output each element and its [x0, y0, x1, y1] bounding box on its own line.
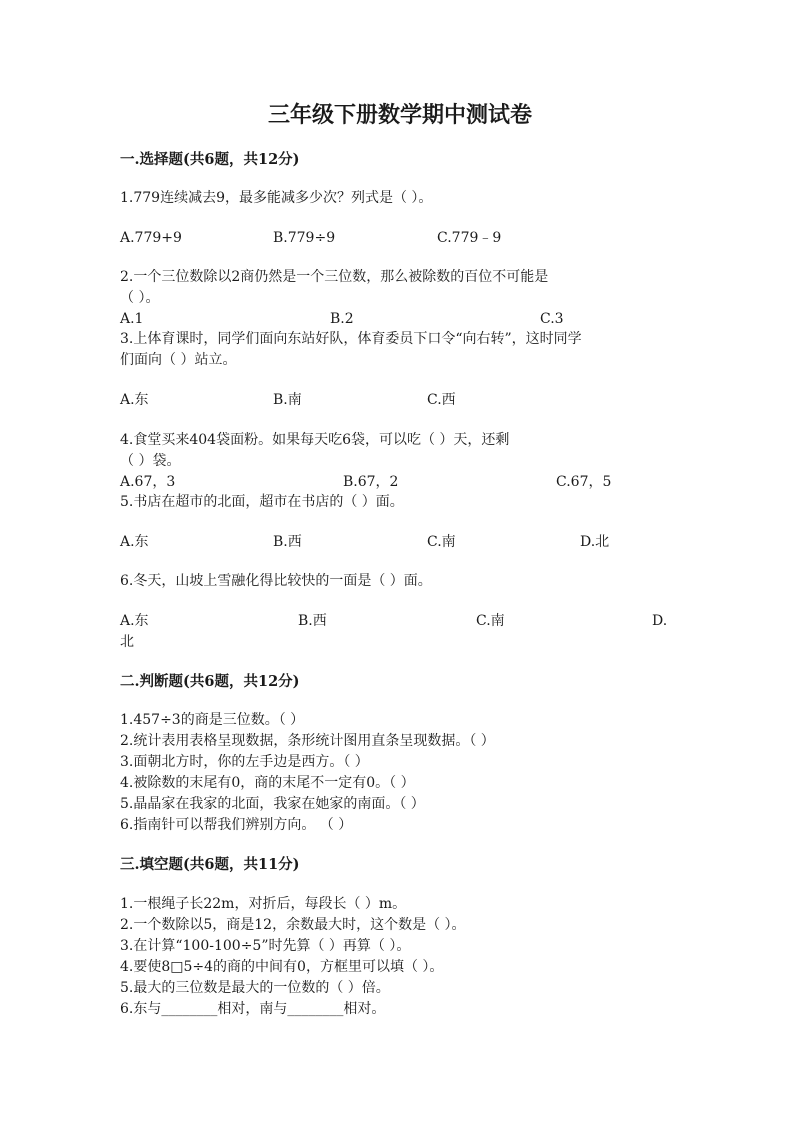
- judgement-item-4: 4.被除数的末尾有0，商的末尾不一定有0。（ ）: [120, 775, 415, 791]
- question-2-option-b: B.2: [330, 311, 354, 327]
- fill-item-1: 1.一根绳子长22m，对折后，每段长（ ）m。: [120, 896, 407, 912]
- question-6-option-d-wrap: 北: [120, 634, 134, 650]
- judgement-item-5: 5.晶晶家在我家的北面，我家在她家的南面。（ ）: [120, 796, 425, 812]
- question-3-option-c: C.西: [427, 392, 456, 408]
- question-4-option-a: A.67，3: [120, 474, 176, 490]
- question-1-text: 1.779连续减去9，最多能减多少次？列式是（ ）。: [120, 190, 433, 206]
- question-5-option-c: C.南: [427, 534, 456, 550]
- question-3-text-line1: 3.上体育课时，同学们面向东站好队，体育委员下口令“向右转”，这时同学: [120, 331, 582, 347]
- question-6-text: 6.冬天，山坡上雪融化得比较快的一面是（ ）面。: [120, 573, 432, 589]
- question-5-text: 5.书店在超市的北面，超市在书店的（ ）面。: [120, 494, 404, 510]
- judgement-item-3: 3.面朝北方时，你的左手边是西方。（ ）: [120, 754, 369, 770]
- question-1-option-a: A.779+9: [120, 230, 182, 246]
- section-heading-fill: 三.填空题(共6题，共11分): [120, 856, 300, 873]
- question-5-option-b: B.西: [273, 534, 302, 550]
- judgement-item-6: 6.指南针可以帮我们辨别方向。 （ ）: [120, 817, 353, 833]
- question-3-option-a: A.东: [120, 392, 149, 408]
- fill-item-4: 4.要使8□5÷4的商的中间有0，方框里可以填（ ）。: [120, 959, 444, 975]
- question-2-text-line2: （ ）。: [120, 290, 160, 306]
- question-4-text-line1: 4.食堂买来404袋面粉。如果每天吃6袋，可以吃（ ）天，还剩: [120, 432, 510, 448]
- fill-item-6: 6.东与________相对，南与________相对。: [120, 1001, 386, 1017]
- question-6-option-c: C.南: [476, 613, 505, 629]
- judgement-item-1: 1.457÷3的商是三位数。（ ）: [120, 712, 305, 728]
- question-2-text-line1: 2.一个三位数除以2商仍然是一个三位数，那么被除数的百位不可能是: [120, 269, 549, 285]
- question-5-option-a: A.东: [120, 534, 149, 550]
- question-4-text-line2: （ ）袋。: [120, 453, 181, 469]
- section-heading-choice: 一.选择题(共6题，共12分): [120, 151, 300, 168]
- question-3-text-line2: 们面向（ ）站立。: [120, 352, 237, 368]
- question-1-option-b: B.779÷9: [273, 230, 336, 246]
- question-1-option-c: C.779﹣9: [437, 230, 502, 246]
- question-6-option-d: D.: [652, 613, 668, 629]
- fill-item-2: 2.一个数除以5，商是12，余数最大时，这个数是（ ）。: [120, 917, 466, 933]
- question-2-option-a: A.1: [120, 311, 144, 327]
- section-heading-judgement: 二.判断题(共6题，共12分): [120, 673, 300, 690]
- page-title: 三年级下册数学期中测试卷: [267, 102, 532, 128]
- question-4-option-c: C.67，5: [556, 474, 612, 490]
- question-2-option-c: C.3: [540, 311, 564, 327]
- question-6-option-a: A.东: [120, 613, 149, 629]
- question-3-option-b: B.南: [273, 392, 302, 408]
- judgement-item-2: 2.统计表用表格呈现数据，条形统计图用直条呈现数据。（ ）: [120, 733, 495, 749]
- fill-item-5: 5.最大的三位数是最大的一位数的（ ）倍。: [120, 980, 390, 996]
- question-5-option-d: D.北: [580, 534, 610, 550]
- question-4-option-b: B.67，2: [343, 474, 399, 490]
- question-6-option-b: B.西: [298, 613, 327, 629]
- fill-item-3: 3.在计算“100-100÷5”时先算（ ）再算（ ）。: [120, 938, 411, 954]
